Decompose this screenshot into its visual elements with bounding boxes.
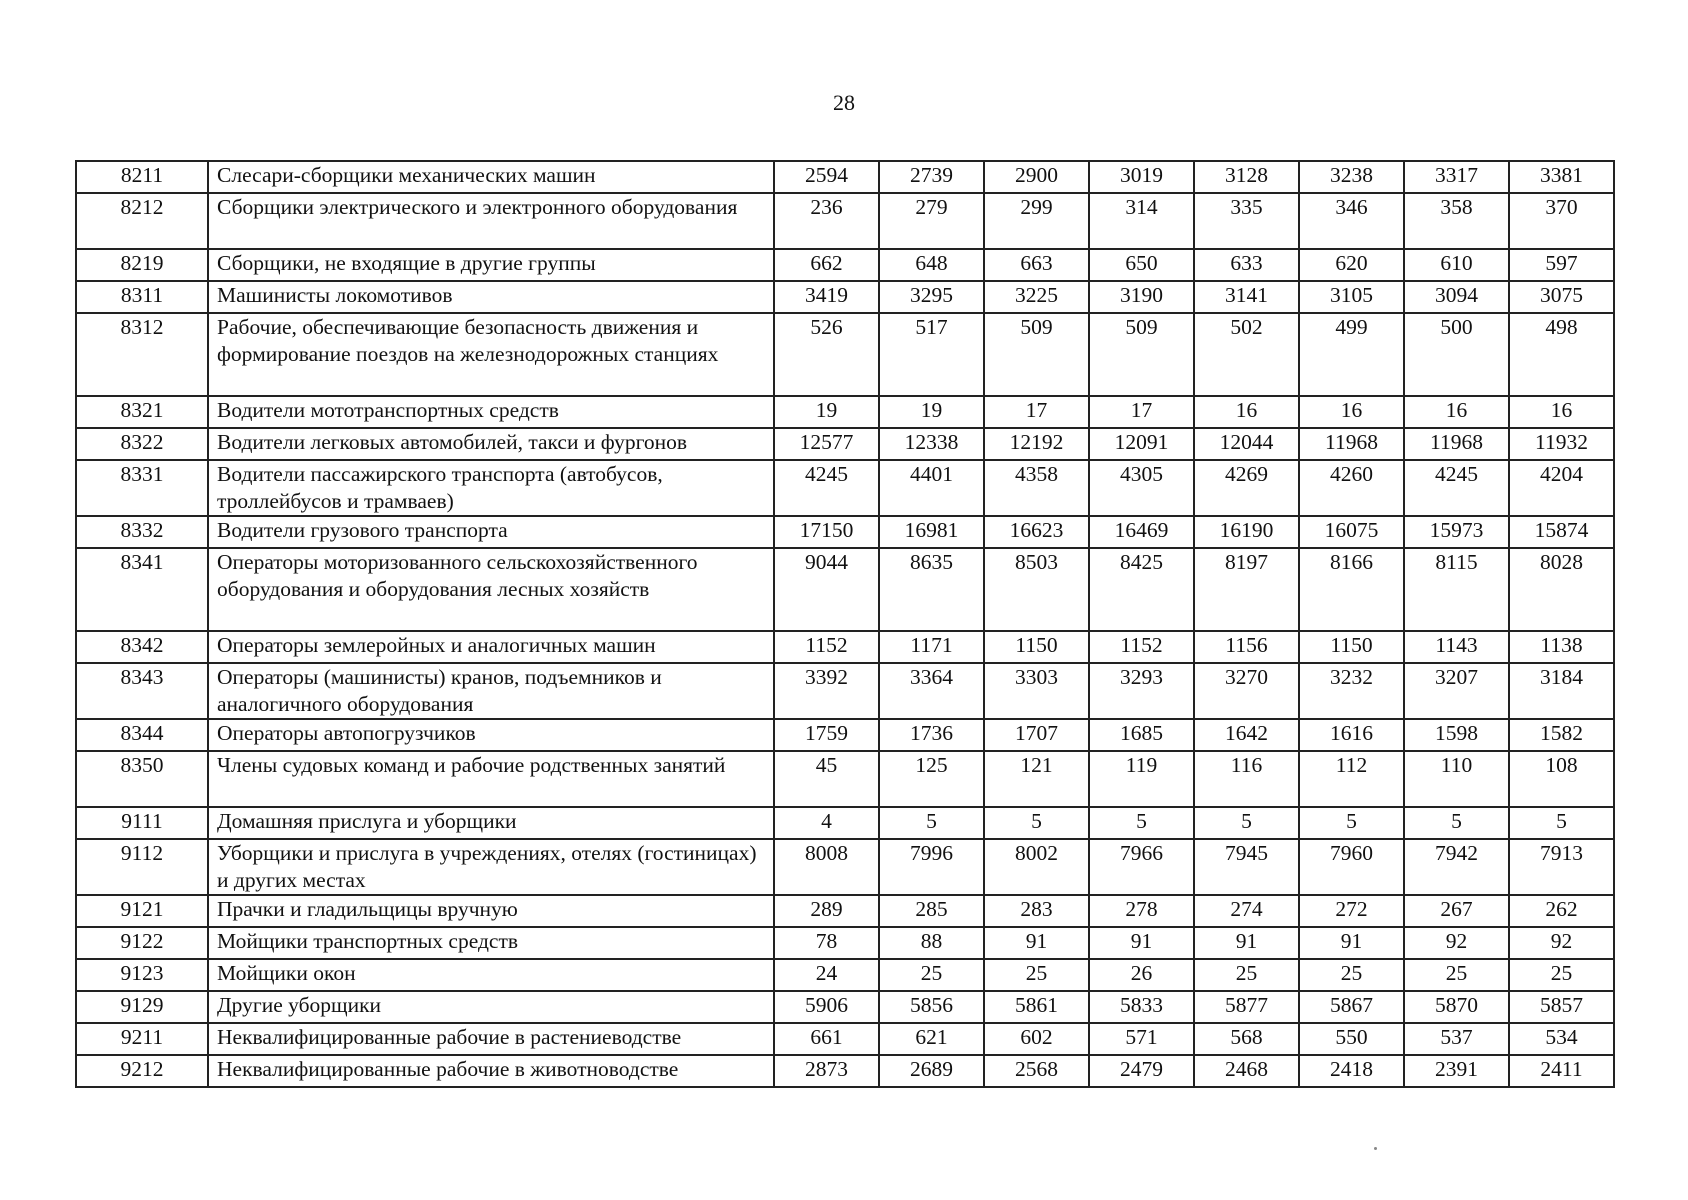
occupation-name: Члены судовых команд и рабочие родственных занятий (208, 751, 774, 807)
occupation-name: Слесари-сборщики механических машин (208, 161, 774, 193)
value-cell: 2479 (1089, 1055, 1194, 1087)
value-cell: 16 (1194, 396, 1299, 428)
value-cell: 370 (1509, 193, 1614, 249)
value-cell: 5870 (1404, 991, 1509, 1023)
value-cell: 17 (1089, 396, 1194, 428)
value-cell: 272 (1299, 895, 1404, 927)
value-cell: 283 (984, 895, 1089, 927)
table-row (76, 548, 1614, 631)
value-cell: 4269 (1194, 460, 1299, 516)
value-cell: 25 (1299, 959, 1404, 991)
value-cell: 8008 (774, 839, 879, 895)
value-cell: 17 (984, 396, 1089, 428)
value-cell: 4245 (1404, 460, 1509, 516)
table-row (76, 631, 1614, 663)
value-cell: 2391 (1404, 1055, 1509, 1087)
value-cell: 92 (1404, 927, 1509, 959)
value-cell: 5 (1089, 807, 1194, 839)
occupation-code: 8342 (76, 631, 208, 663)
value-cell: 3295 (879, 281, 984, 313)
value-cell: 119 (1089, 751, 1194, 807)
page-number: 28 (833, 90, 855, 115)
value-cell: 1143 (1404, 631, 1509, 663)
value-cell: 2418 (1299, 1055, 1404, 1087)
value-cell: 650 (1089, 249, 1194, 281)
value-cell: 3184 (1509, 663, 1614, 719)
value-cell: 8166 (1299, 548, 1404, 631)
value-cell: 620 (1299, 249, 1404, 281)
occupation-code: 9111 (76, 807, 208, 839)
value-cell: 1685 (1089, 719, 1194, 751)
value-cell: 16075 (1299, 516, 1404, 548)
value-cell: 662 (774, 249, 879, 281)
value-cell: 1736 (879, 719, 984, 751)
occupation-code: 8322 (76, 428, 208, 460)
table-row (76, 193, 1614, 249)
occupation-code: 8321 (76, 396, 208, 428)
value-cell: 335 (1194, 193, 1299, 249)
value-cell: 3419 (774, 281, 879, 313)
value-cell: 3364 (879, 663, 984, 719)
occupation-name: Операторы автопогрузчиков (208, 719, 774, 751)
value-cell: 91 (1299, 927, 1404, 959)
value-cell: 16 (1404, 396, 1509, 428)
table-row (76, 991, 1614, 1023)
value-cell: 7942 (1404, 839, 1509, 895)
occupation-name: Мойщики окон (208, 959, 774, 991)
value-cell: 1156 (1194, 631, 1299, 663)
value-cell: 8197 (1194, 548, 1299, 631)
value-cell: 3207 (1404, 663, 1509, 719)
value-cell: 285 (879, 895, 984, 927)
value-cell: 5877 (1194, 991, 1299, 1023)
value-cell: 16 (1509, 396, 1614, 428)
value-cell: 3303 (984, 663, 1089, 719)
value-cell: 12044 (1194, 428, 1299, 460)
occupation-code: 8212 (76, 193, 208, 249)
value-cell: 1150 (984, 631, 1089, 663)
value-cell: 5857 (1509, 991, 1614, 1023)
value-cell: 11968 (1404, 428, 1509, 460)
value-cell: 25 (1194, 959, 1299, 991)
value-cell: 8115 (1404, 548, 1509, 631)
value-cell: 571 (1089, 1023, 1194, 1055)
occupation-code: 9112 (76, 839, 208, 895)
value-cell: 1642 (1194, 719, 1299, 751)
table-row (76, 959, 1614, 991)
value-cell: 5 (1299, 807, 1404, 839)
value-cell: 25 (1509, 959, 1614, 991)
occupation-name: Водители пассажирского транспорта (автобусов, троллейбусов и трамваев) (208, 460, 774, 516)
value-cell: 4401 (879, 460, 984, 516)
value-cell: 1759 (774, 719, 879, 751)
value-cell: 346 (1299, 193, 1404, 249)
value-cell: 550 (1299, 1023, 1404, 1055)
value-cell: 267 (1404, 895, 1509, 927)
value-cell: 509 (984, 313, 1089, 396)
value-cell: 358 (1404, 193, 1509, 249)
value-cell: 19 (774, 396, 879, 428)
value-cell: 1582 (1509, 719, 1614, 751)
value-cell: 15973 (1404, 516, 1509, 548)
occupation-code: 8350 (76, 751, 208, 807)
value-cell: 26 (1089, 959, 1194, 991)
value-cell: 12338 (879, 428, 984, 460)
value-cell: 16623 (984, 516, 1089, 548)
value-cell: 8635 (879, 548, 984, 631)
table-body (76, 161, 1614, 1087)
occupation-code: 8332 (76, 516, 208, 548)
occupation-name: Неквалифицированные рабочие в животноводстве (208, 1055, 774, 1087)
value-cell: 5 (1404, 807, 1509, 839)
value-cell: 2873 (774, 1055, 879, 1087)
value-cell: 498 (1509, 313, 1614, 396)
occupation-name: Водители легковых автомобилей, такси и фургонов (208, 428, 774, 460)
value-cell: 1150 (1299, 631, 1404, 663)
value-cell: 8002 (984, 839, 1089, 895)
table-row (76, 249, 1614, 281)
occupation-name: Операторы моторизованного сельскохозяйственного оборудования и оборудования лесных хозяйств (208, 548, 774, 631)
value-cell: 1707 (984, 719, 1089, 751)
value-cell: 4260 (1299, 460, 1404, 516)
occupation-code: 9121 (76, 895, 208, 927)
value-cell: 3232 (1299, 663, 1404, 719)
value-cell: 3270 (1194, 663, 1299, 719)
value-cell: 92 (1509, 927, 1614, 959)
value-cell: 7945 (1194, 839, 1299, 895)
value-cell: 2411 (1509, 1055, 1614, 1087)
value-cell: 274 (1194, 895, 1299, 927)
value-cell: 3392 (774, 663, 879, 719)
value-cell: 3190 (1089, 281, 1194, 313)
value-cell: 4204 (1509, 460, 1614, 516)
value-cell: 25 (1404, 959, 1509, 991)
occupation-code: 8343 (76, 663, 208, 719)
value-cell: 17150 (774, 516, 879, 548)
occupation-code: 8211 (76, 161, 208, 193)
value-cell: 24 (774, 959, 879, 991)
occupation-code: 8312 (76, 313, 208, 396)
occupation-code: 9122 (76, 927, 208, 959)
value-cell: 5833 (1089, 991, 1194, 1023)
value-cell: 12091 (1089, 428, 1194, 460)
value-cell: 2689 (879, 1055, 984, 1087)
occupation-name: Другие уборщики (208, 991, 774, 1023)
value-cell: 661 (774, 1023, 879, 1055)
value-cell: 25 (984, 959, 1089, 991)
value-cell: 4358 (984, 460, 1089, 516)
value-cell: 517 (879, 313, 984, 396)
value-cell: 278 (1089, 895, 1194, 927)
occupation-name: Мойщики транспортных средств (208, 927, 774, 959)
value-cell: 3141 (1194, 281, 1299, 313)
value-cell: 108 (1509, 751, 1614, 807)
value-cell: 509 (1089, 313, 1194, 396)
value-cell: 568 (1194, 1023, 1299, 1055)
value-cell: 116 (1194, 751, 1299, 807)
value-cell: 4 (774, 807, 879, 839)
table-row (76, 663, 1614, 719)
value-cell: 16190 (1194, 516, 1299, 548)
occupation-name: Водители мототранспортных средств (208, 396, 774, 428)
value-cell: 1616 (1299, 719, 1404, 751)
value-cell: 112 (1299, 751, 1404, 807)
table-row (76, 313, 1614, 396)
table-row (76, 1023, 1614, 1055)
value-cell: 4305 (1089, 460, 1194, 516)
value-cell: 3293 (1089, 663, 1194, 719)
value-cell: 1138 (1509, 631, 1614, 663)
table-row (76, 161, 1614, 193)
occupation-code: 8341 (76, 548, 208, 631)
value-cell: 5906 (774, 991, 879, 1023)
value-cell: 8028 (1509, 548, 1614, 631)
value-cell: 45 (774, 751, 879, 807)
value-cell: 16981 (879, 516, 984, 548)
table-row (76, 807, 1614, 839)
value-cell: 602 (984, 1023, 1089, 1055)
value-cell: 5 (1194, 807, 1299, 839)
value-cell: 5 (984, 807, 1089, 839)
value-cell: 314 (1089, 193, 1194, 249)
value-cell: 5 (879, 807, 984, 839)
value-cell: 88 (879, 927, 984, 959)
value-cell: 500 (1404, 313, 1509, 396)
value-cell: 3019 (1089, 161, 1194, 193)
occupation-code: 8344 (76, 719, 208, 751)
table-row (76, 281, 1614, 313)
table-row (76, 516, 1614, 548)
occupation-code: 8331 (76, 460, 208, 516)
value-cell: 9044 (774, 548, 879, 631)
value-cell: 3094 (1404, 281, 1509, 313)
value-cell: 1152 (774, 631, 879, 663)
occupation-name: Сборщики, не входящие в другие группы (208, 249, 774, 281)
value-cell: 534 (1509, 1023, 1614, 1055)
occupation-code: 9212 (76, 1055, 208, 1087)
value-cell: 8425 (1089, 548, 1194, 631)
value-cell: 16469 (1089, 516, 1194, 548)
value-cell: 5 (1509, 807, 1614, 839)
value-cell: 3105 (1299, 281, 1404, 313)
value-cell: 499 (1299, 313, 1404, 396)
value-cell: 2468 (1194, 1055, 1299, 1087)
value-cell: 3225 (984, 281, 1089, 313)
value-cell: 610 (1404, 249, 1509, 281)
occupation-code: 8311 (76, 281, 208, 313)
value-cell: 279 (879, 193, 984, 249)
value-cell: 262 (1509, 895, 1614, 927)
value-cell: 648 (879, 249, 984, 281)
value-cell: 7966 (1089, 839, 1194, 895)
occupation-name: Водители грузового транспорта (208, 516, 774, 548)
value-cell: 3075 (1509, 281, 1614, 313)
value-cell: 236 (774, 193, 879, 249)
value-cell: 7996 (879, 839, 984, 895)
table-row (76, 428, 1614, 460)
table-row (76, 396, 1614, 428)
value-cell: 15874 (1509, 516, 1614, 548)
value-cell: 8503 (984, 548, 1089, 631)
value-cell: 125 (879, 751, 984, 807)
value-cell: 1152 (1089, 631, 1194, 663)
occupation-name: Уборщики и прислуга в учреждениях, отелях (гостиницах) и других местах (208, 839, 774, 895)
occupation-code: 8219 (76, 249, 208, 281)
occupation-name: Прачки и гладильщицы вручную (208, 895, 774, 927)
value-cell: 3317 (1404, 161, 1509, 193)
occupation-name: Машинисты локомотивов (208, 281, 774, 313)
occupation-name: Домашняя прислуга и уборщики (208, 807, 774, 839)
value-cell: 78 (774, 927, 879, 959)
value-cell: 663 (984, 249, 1089, 281)
value-cell: 526 (774, 313, 879, 396)
value-cell: 502 (1194, 313, 1299, 396)
occupation-name: Операторы землеройных и аналогичных машин (208, 631, 774, 663)
value-cell: 5867 (1299, 991, 1404, 1023)
value-cell: 4245 (774, 460, 879, 516)
table-row (76, 460, 1614, 516)
scan-speck (1374, 1147, 1377, 1150)
table-row (76, 839, 1614, 895)
table-row (76, 927, 1614, 959)
occupation-table (75, 160, 1615, 1088)
table-row (76, 1055, 1614, 1087)
value-cell: 537 (1404, 1023, 1509, 1055)
value-cell: 7913 (1509, 839, 1614, 895)
value-cell: 289 (774, 895, 879, 927)
value-cell: 299 (984, 193, 1089, 249)
occupation-name: Операторы (машинисты) кранов, подъемников и аналогичного оборудования (208, 663, 774, 719)
table-row (76, 719, 1614, 751)
occupation-code: 9123 (76, 959, 208, 991)
value-cell: 11968 (1299, 428, 1404, 460)
value-cell: 3381 (1509, 161, 1614, 193)
value-cell: 5856 (879, 991, 984, 1023)
value-cell: 3128 (1194, 161, 1299, 193)
value-cell: 2594 (774, 161, 879, 193)
occupation-code: 9129 (76, 991, 208, 1023)
occupation-code: 9211 (76, 1023, 208, 1055)
value-cell: 2739 (879, 161, 984, 193)
value-cell: 5861 (984, 991, 1089, 1023)
value-cell: 1598 (1404, 719, 1509, 751)
value-cell: 16 (1299, 396, 1404, 428)
table-row (76, 751, 1614, 807)
value-cell: 11932 (1509, 428, 1614, 460)
value-cell: 12577 (774, 428, 879, 460)
occupation-name: Рабочие, обеспечивающие безопасность движения и формирование поездов на железнодорожных станциях (208, 313, 774, 396)
table-row (76, 895, 1614, 927)
value-cell: 7960 (1299, 839, 1404, 895)
value-cell: 19 (879, 396, 984, 428)
value-cell: 1171 (879, 631, 984, 663)
value-cell: 91 (984, 927, 1089, 959)
value-cell: 25 (879, 959, 984, 991)
value-cell: 3238 (1299, 161, 1404, 193)
value-cell: 633 (1194, 249, 1299, 281)
value-cell: 621 (879, 1023, 984, 1055)
value-cell: 121 (984, 751, 1089, 807)
value-cell: 91 (1194, 927, 1299, 959)
value-cell: 2568 (984, 1055, 1089, 1087)
value-cell: 91 (1089, 927, 1194, 959)
value-cell: 12192 (984, 428, 1089, 460)
occupation-name: Неквалифицированные рабочие в растениеводстве (208, 1023, 774, 1055)
occupation-name: Сборщики электрического и электронного оборудования (208, 193, 774, 249)
value-cell: 597 (1509, 249, 1614, 281)
value-cell: 2900 (984, 161, 1089, 193)
value-cell: 110 (1404, 751, 1509, 807)
